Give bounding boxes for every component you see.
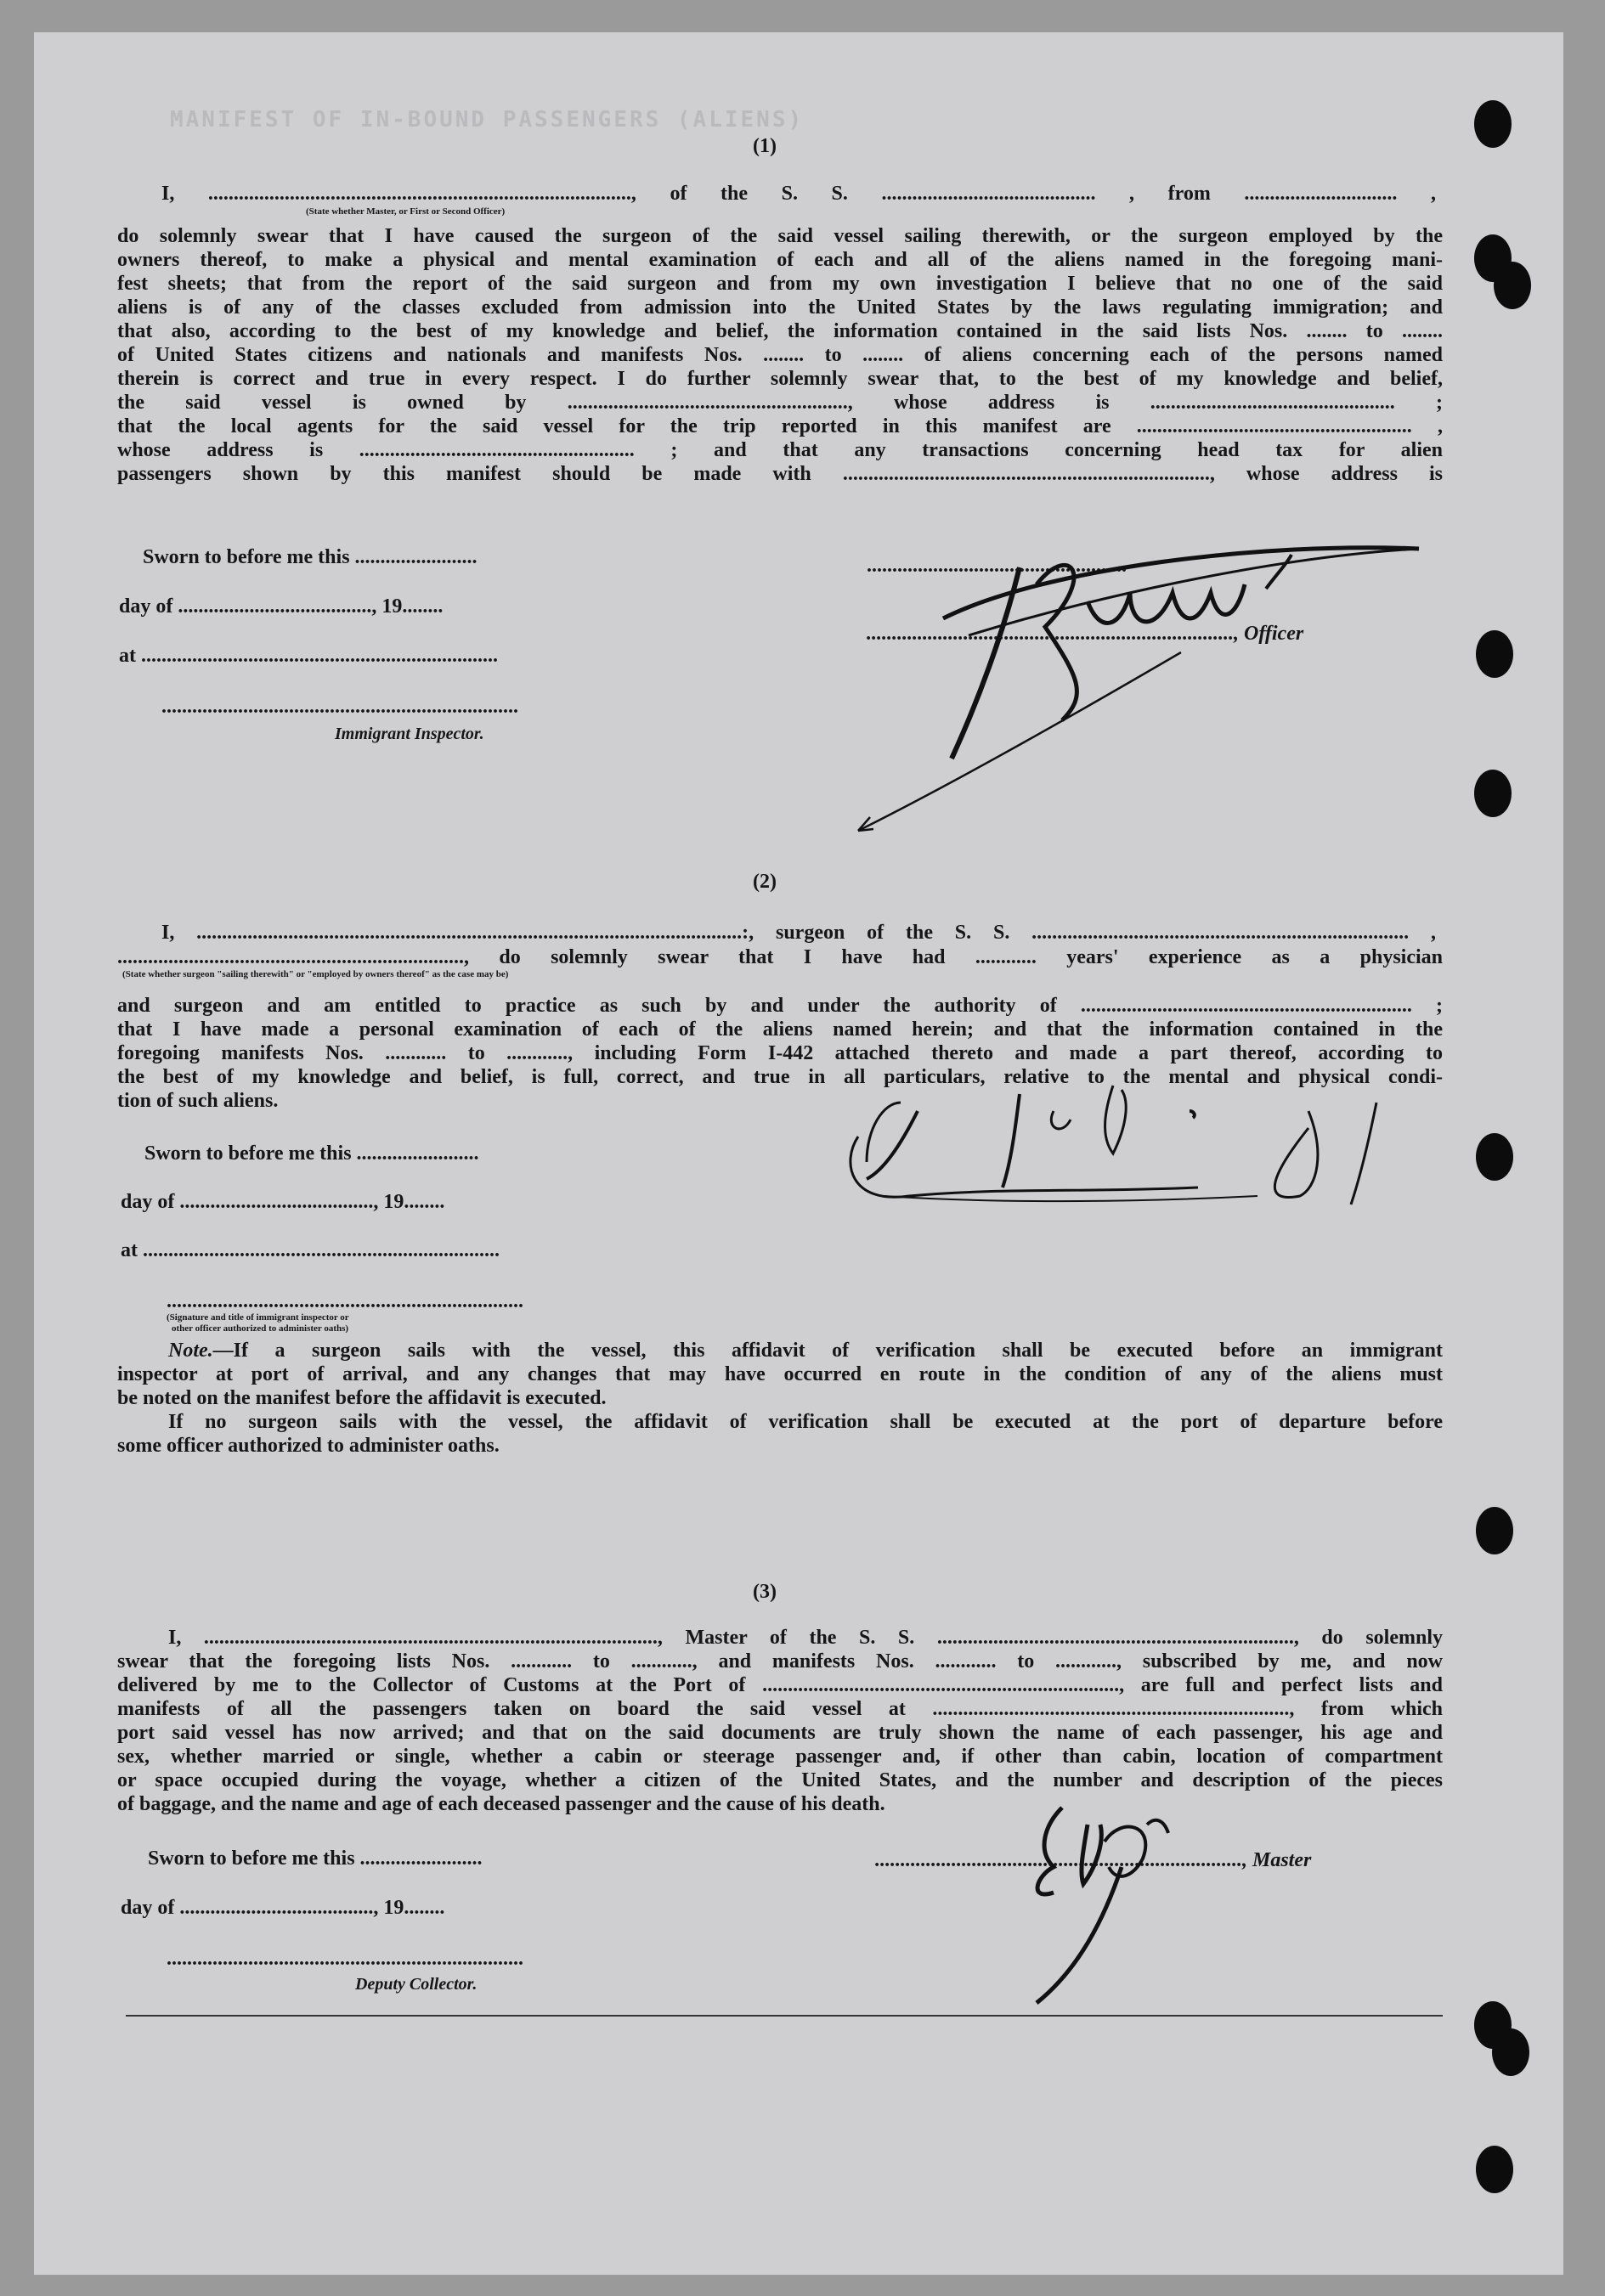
paragraph-line: I, ........................................................................................., Master of the S. S. ......................................................................, do solemnly bbox=[168, 1627, 1443, 1649]
punch-hole bbox=[1476, 1507, 1513, 1554]
paragraph-line: that also, according to the best of my knowledge and belief, the information contained in the said lists Nos. ........ to ........ bbox=[117, 320, 1443, 342]
paragraph-line: of United States citizens and nationals and manifests Nos. ........ to ........ of aliens concerning each of the persons named bbox=[117, 344, 1443, 366]
paragraph-line: whose address is ...................................................... ; and that any transactions concerning head tax for alien bbox=[117, 439, 1443, 461]
bottom-rule bbox=[126, 2015, 1443, 2017]
collector-signature-line: ...................................................................... bbox=[167, 1948, 523, 1970]
paragraph-line: tion of such aliens. bbox=[117, 1090, 279, 1112]
note-text: —If a surgeon sails with the vessel, this affidavit of verification shall be executed before an immigrant bbox=[212, 1340, 1443, 1362]
paragraph-line: that the local agents for the said vessel for the trip reported in this manifest are ...................................................... , bbox=[117, 415, 1443, 437]
paragraph-line: delivered by me to the Collector of Customs at the Port of ......................................................................, are full and perfect lists and bbox=[117, 1674, 1443, 1696]
sworn-line: Sworn to before me this ........................ bbox=[148, 1848, 483, 1870]
note-line: be noted on the manifest before the affidavit is executed. bbox=[117, 1387, 607, 1409]
note-line: If no surgeon sails with the vessel, the affidavit of verification shall be executed at the port of departure before bbox=[168, 1411, 1443, 1433]
section-3-number: (3) bbox=[753, 1581, 777, 1603]
paragraph-line: manifests of all the passengers taken on board the said vessel at ......................................................................, from which bbox=[117, 1698, 1443, 1720]
paragraph-line: foregoing manifests Nos. ............ to ............, including Form I-442 attached thereto and made a part thereof, according to bbox=[117, 1042, 1443, 1064]
paragraph-line: the best of my knowledge and belief, is full, correct, and true in all particulars, relative to the mental and physical condi- bbox=[117, 1066, 1443, 1088]
paragraph-line: aliens is of any of the classes excluded from admission into the United States by the laws regulating immigration; and bbox=[117, 296, 1443, 319]
section-2-experience-line: ...................................................................., do solemnly swear that I have had ............ years' experience as a physician bbox=[117, 946, 1443, 968]
punch-hole bbox=[1494, 262, 1531, 309]
at-line: at ...................................................................... bbox=[121, 1239, 500, 1261]
paragraph-line: swear that the foregoing lists Nos. ............ to ............, and manifests Nos. ............ to ............, subscribed by me, and now bbox=[117, 1650, 1443, 1673]
signature-caption: (Signature and title of immigrant inspector or bbox=[167, 1312, 349, 1323]
paragraph-line: that I have made a personal examination of each of the aliens named herein; and that the information contained in the bbox=[117, 1018, 1443, 1041]
sworn-line: Sworn to before me this ........................ bbox=[143, 546, 478, 568]
signature-caption: other officer authorized to administer oaths) bbox=[172, 1323, 349, 1334]
surgeon-type-caption: (State whether surgeon "sailing therewith" or "employed by owners thereof" as the case may be) bbox=[122, 969, 509, 979]
paragraph-line: and surgeon and am entitled to practice as such by and under the authority of ................................................................. ; bbox=[117, 995, 1443, 1017]
section-1-paragraph bbox=[117, 224, 1443, 486]
paragraph-line: the said vessel is owned by ......................................................., whose address is ................................................ ; bbox=[117, 392, 1443, 414]
officer-label: ........................................................................, Officer bbox=[867, 623, 1304, 645]
note-line: inspector at port of arrival, and any changes that may have occurred en route in the condition of any of the aliens must bbox=[117, 1363, 1443, 1385]
day-line: day of ......................................, 19........ bbox=[121, 1897, 445, 1919]
deputy-collector-title: Deputy Collector. bbox=[355, 1975, 478, 1994]
note-lead: Note. bbox=[168, 1340, 213, 1362]
punch-hole bbox=[1474, 770, 1512, 817]
note-line: some officer authorized to administer oaths. bbox=[117, 1435, 500, 1457]
paragraph-line: passengers shown by this manifest should be made with ........................................................................, whose address is bbox=[117, 463, 1443, 485]
surgeon-signature bbox=[833, 1077, 1444, 1221]
punch-hole bbox=[1492, 2028, 1529, 2076]
paragraph-line: fest sheets; that from the report of the said surgeon and from my own investigation I believe that no one of the said bbox=[117, 273, 1443, 295]
officer-signature bbox=[824, 508, 1436, 839]
immigrant-inspector-title: Immigrant Inspector. bbox=[335, 725, 484, 743]
section-1-oath-line: I, ..................................................................................., of the S. S. .......................................... , from .............................. , bbox=[161, 183, 1436, 205]
note-paragraph bbox=[117, 1339, 1443, 1458]
day-line: day of ......................................, 19........ bbox=[121, 1191, 445, 1213]
officer-signature-line: ................................................... bbox=[867, 555, 1127, 577]
day-line: day of ......................................, 19........ bbox=[119, 595, 444, 618]
section-3-paragraph bbox=[117, 1626, 1443, 1816]
officer-rank-caption: (State whether Master, or First or Second Officer) bbox=[306, 206, 506, 217]
punch-hole bbox=[1476, 2146, 1513, 2193]
paragraph-line: sex, whether married or single, whether a cabin or steerage passenger and, if other than cabin, location of compartment bbox=[117, 1746, 1443, 1768]
bleed-through-heading: MANIFEST OF IN-BOUND PASSENGERS (ALIENS) bbox=[170, 107, 805, 133]
master-signature bbox=[1003, 1791, 1224, 2020]
master-label: ........................................................................, Master bbox=[875, 1849, 1312, 1871]
document-page bbox=[34, 32, 1563, 2275]
section-1-number: (1) bbox=[753, 135, 777, 157]
inspector-signature-line: ...................................................................... bbox=[167, 1290, 523, 1312]
paragraph-line: owners thereof, to make a physical and mental examination of each and all of the aliens named in the foregoing mani- bbox=[117, 249, 1443, 271]
paragraph-line: therein is correct and true in every respect. I do further solemnly swear that, to the best of my knowledge and belief, bbox=[117, 368, 1443, 390]
at-line: at ...................................................................... bbox=[119, 645, 498, 667]
note-line bbox=[168, 1339, 1443, 1362]
paragraph-line: do solemnly swear that I have caused the surgeon of the said vessel sailing therewith, or the surgeon employed by the bbox=[117, 225, 1443, 247]
paragraph-line: of baggage, and the name and age of each deceased passenger and the cause of his death. bbox=[117, 1793, 885, 1815]
section-2-oath-line: I, ...........................................................................................................:, surgeon of the S. S. .......................................................................... , bbox=[161, 922, 1436, 944]
paragraph-line: port said vessel has now arrived; and that on the said documents are truly shown the name of each passenger, his age and bbox=[117, 1722, 1443, 1744]
section-2-number: (2) bbox=[753, 871, 777, 893]
punch-hole bbox=[1476, 1133, 1513, 1181]
paragraph-line: or space occupied during the voyage, whether a citizen of the United States, and the number and description of the pieces bbox=[117, 1769, 1443, 1791]
inspector-signature-line: ...................................................................... bbox=[161, 696, 518, 718]
sworn-line: Sworn to before me this ........................ bbox=[144, 1142, 479, 1165]
punch-hole bbox=[1476, 630, 1513, 678]
